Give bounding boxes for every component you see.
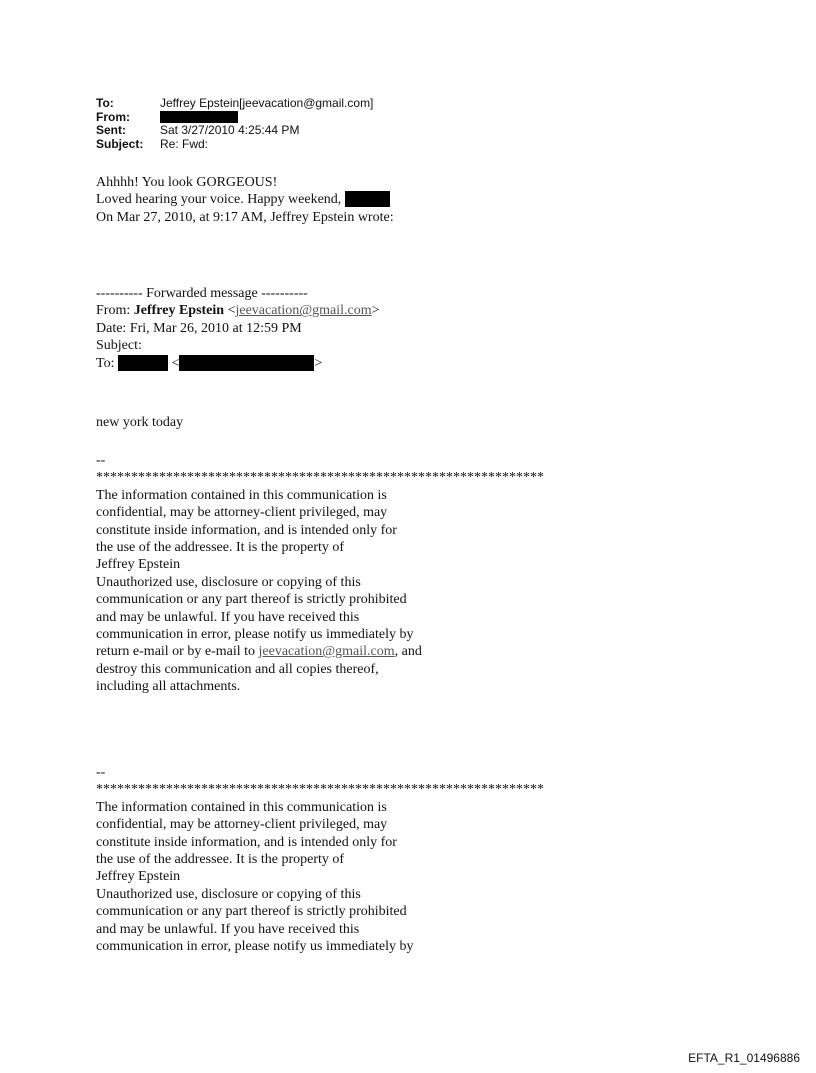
return-prefix: return e-mail or by e-mail to (96, 644, 259, 660)
subject-value: Re: Fwd: (160, 136, 209, 151)
disclaimer-line: including all attachments. (96, 679, 241, 695)
disclaimer-line: communication or any part thereof is strictly prohibited (96, 592, 407, 608)
forward-to-line: To: < > (96, 355, 323, 371)
disclaimer-line: confidential, may be attorney-client privileged, may (96, 817, 388, 833)
disclaimer-block-repeat (96, 764, 544, 955)
header-from-row (96, 111, 373, 125)
redaction-box (345, 191, 390, 207)
return-suffix: , and (394, 644, 422, 660)
forward-from-line: From: Jeffrey Epstein <jeevacation@gmail.com> (96, 303, 380, 319)
forwarded-message (96, 285, 380, 372)
redaction-box (179, 355, 314, 371)
disclaimer-line: and may be unlawful. If you have received this (96, 921, 360, 937)
disclaimer-line: and may be unlawful. If you have received this (96, 609, 360, 625)
header-sent-row (96, 124, 373, 138)
disclaimer-line: Unauthorized use, disclosure or copying of this (96, 574, 361, 590)
disclaimer-block (96, 452, 544, 695)
disclaimer-line: Unauthorized use, disclosure or copying of this (96, 886, 361, 902)
sent-label: Sent: (96, 123, 126, 137)
forward-date: Date: Fri, Mar 26, 2010 at 12:59 PM (96, 320, 302, 336)
disclaimer-line: the use of the addressee. It is the property of (96, 851, 345, 867)
signature-dashes: -- (96, 453, 106, 468)
document-id: EFTA_R1_01496886 (688, 1051, 800, 1065)
disclaimer-line: constitute inside information, and is intended only for (96, 834, 397, 850)
signature-dashes: -- (96, 765, 106, 780)
to-value: Jeffrey Epstein[jeevacation@gmail.com] (160, 96, 374, 110)
stars-divider: **************************************************************** (96, 470, 544, 486)
email-header (96, 97, 373, 151)
forward-to-label: To: (96, 355, 115, 371)
disclaimer-line: Jeffrey Epstein (96, 557, 181, 573)
disclaimer-line: constitute inside information, and is intended only for (96, 522, 397, 538)
disclaimer-email-link[interactable]: jeevacation@gmail.com (258, 644, 395, 660)
header-subject-row (96, 138, 373, 152)
forward-from-name: Jeffrey Epstein (133, 303, 225, 319)
disclaimer-line: communication in error, please notify us immediately by (96, 938, 414, 954)
forward-subject: Subject: (96, 338, 142, 354)
disclaimer-line: confidential, may be attorney-client privileged, may (96, 505, 388, 521)
to-label: To: (96, 96, 114, 110)
reply-body (96, 174, 394, 226)
disclaimer-line: The information contained in this communication is (96, 487, 387, 503)
disclaimer-line: The information contained in this communication is (96, 799, 387, 815)
disclaimer-line (96, 643, 544, 660)
reply-line: On Mar 27, 2010, at 9:17 AM, Jeffrey Epstein wrote: (96, 209, 394, 225)
forward-banner: ---------- Forwarded message ---------- (96, 286, 308, 301)
disclaimer-line: the use of the addressee. It is the property of (96, 539, 345, 555)
forward-body: new york today (96, 415, 184, 430)
header-to-row (96, 97, 373, 111)
reply-line (96, 191, 394, 208)
reply-line: Ahhhh! You look GORGEOUS! (96, 175, 278, 190)
sent-value: Sat 3/27/2010 4:25:44 PM (160, 123, 300, 137)
disclaimer-line: destroy this communication and all copies thereof, (96, 661, 379, 677)
disclaimer-line: communication in error, please notify us immediately by (96, 626, 414, 642)
reply-line-text: Loved hearing your voice. Happy weekend, (96, 192, 342, 208)
stars-divider: **************************************************************** (96, 782, 544, 798)
forward-from-email-link[interactable]: jeevacation@gmail.com (235, 303, 372, 319)
forward-from-label: From: (96, 303, 131, 319)
subject-label: Subject: (96, 136, 144, 151)
disclaimer-line: communication or any part thereof is strictly prohibited (96, 904, 407, 920)
redaction-box (160, 111, 238, 123)
from-label: From: (96, 109, 130, 124)
redaction-box (118, 355, 168, 371)
disclaimer-line: Jeffrey Epstein (96, 869, 181, 885)
